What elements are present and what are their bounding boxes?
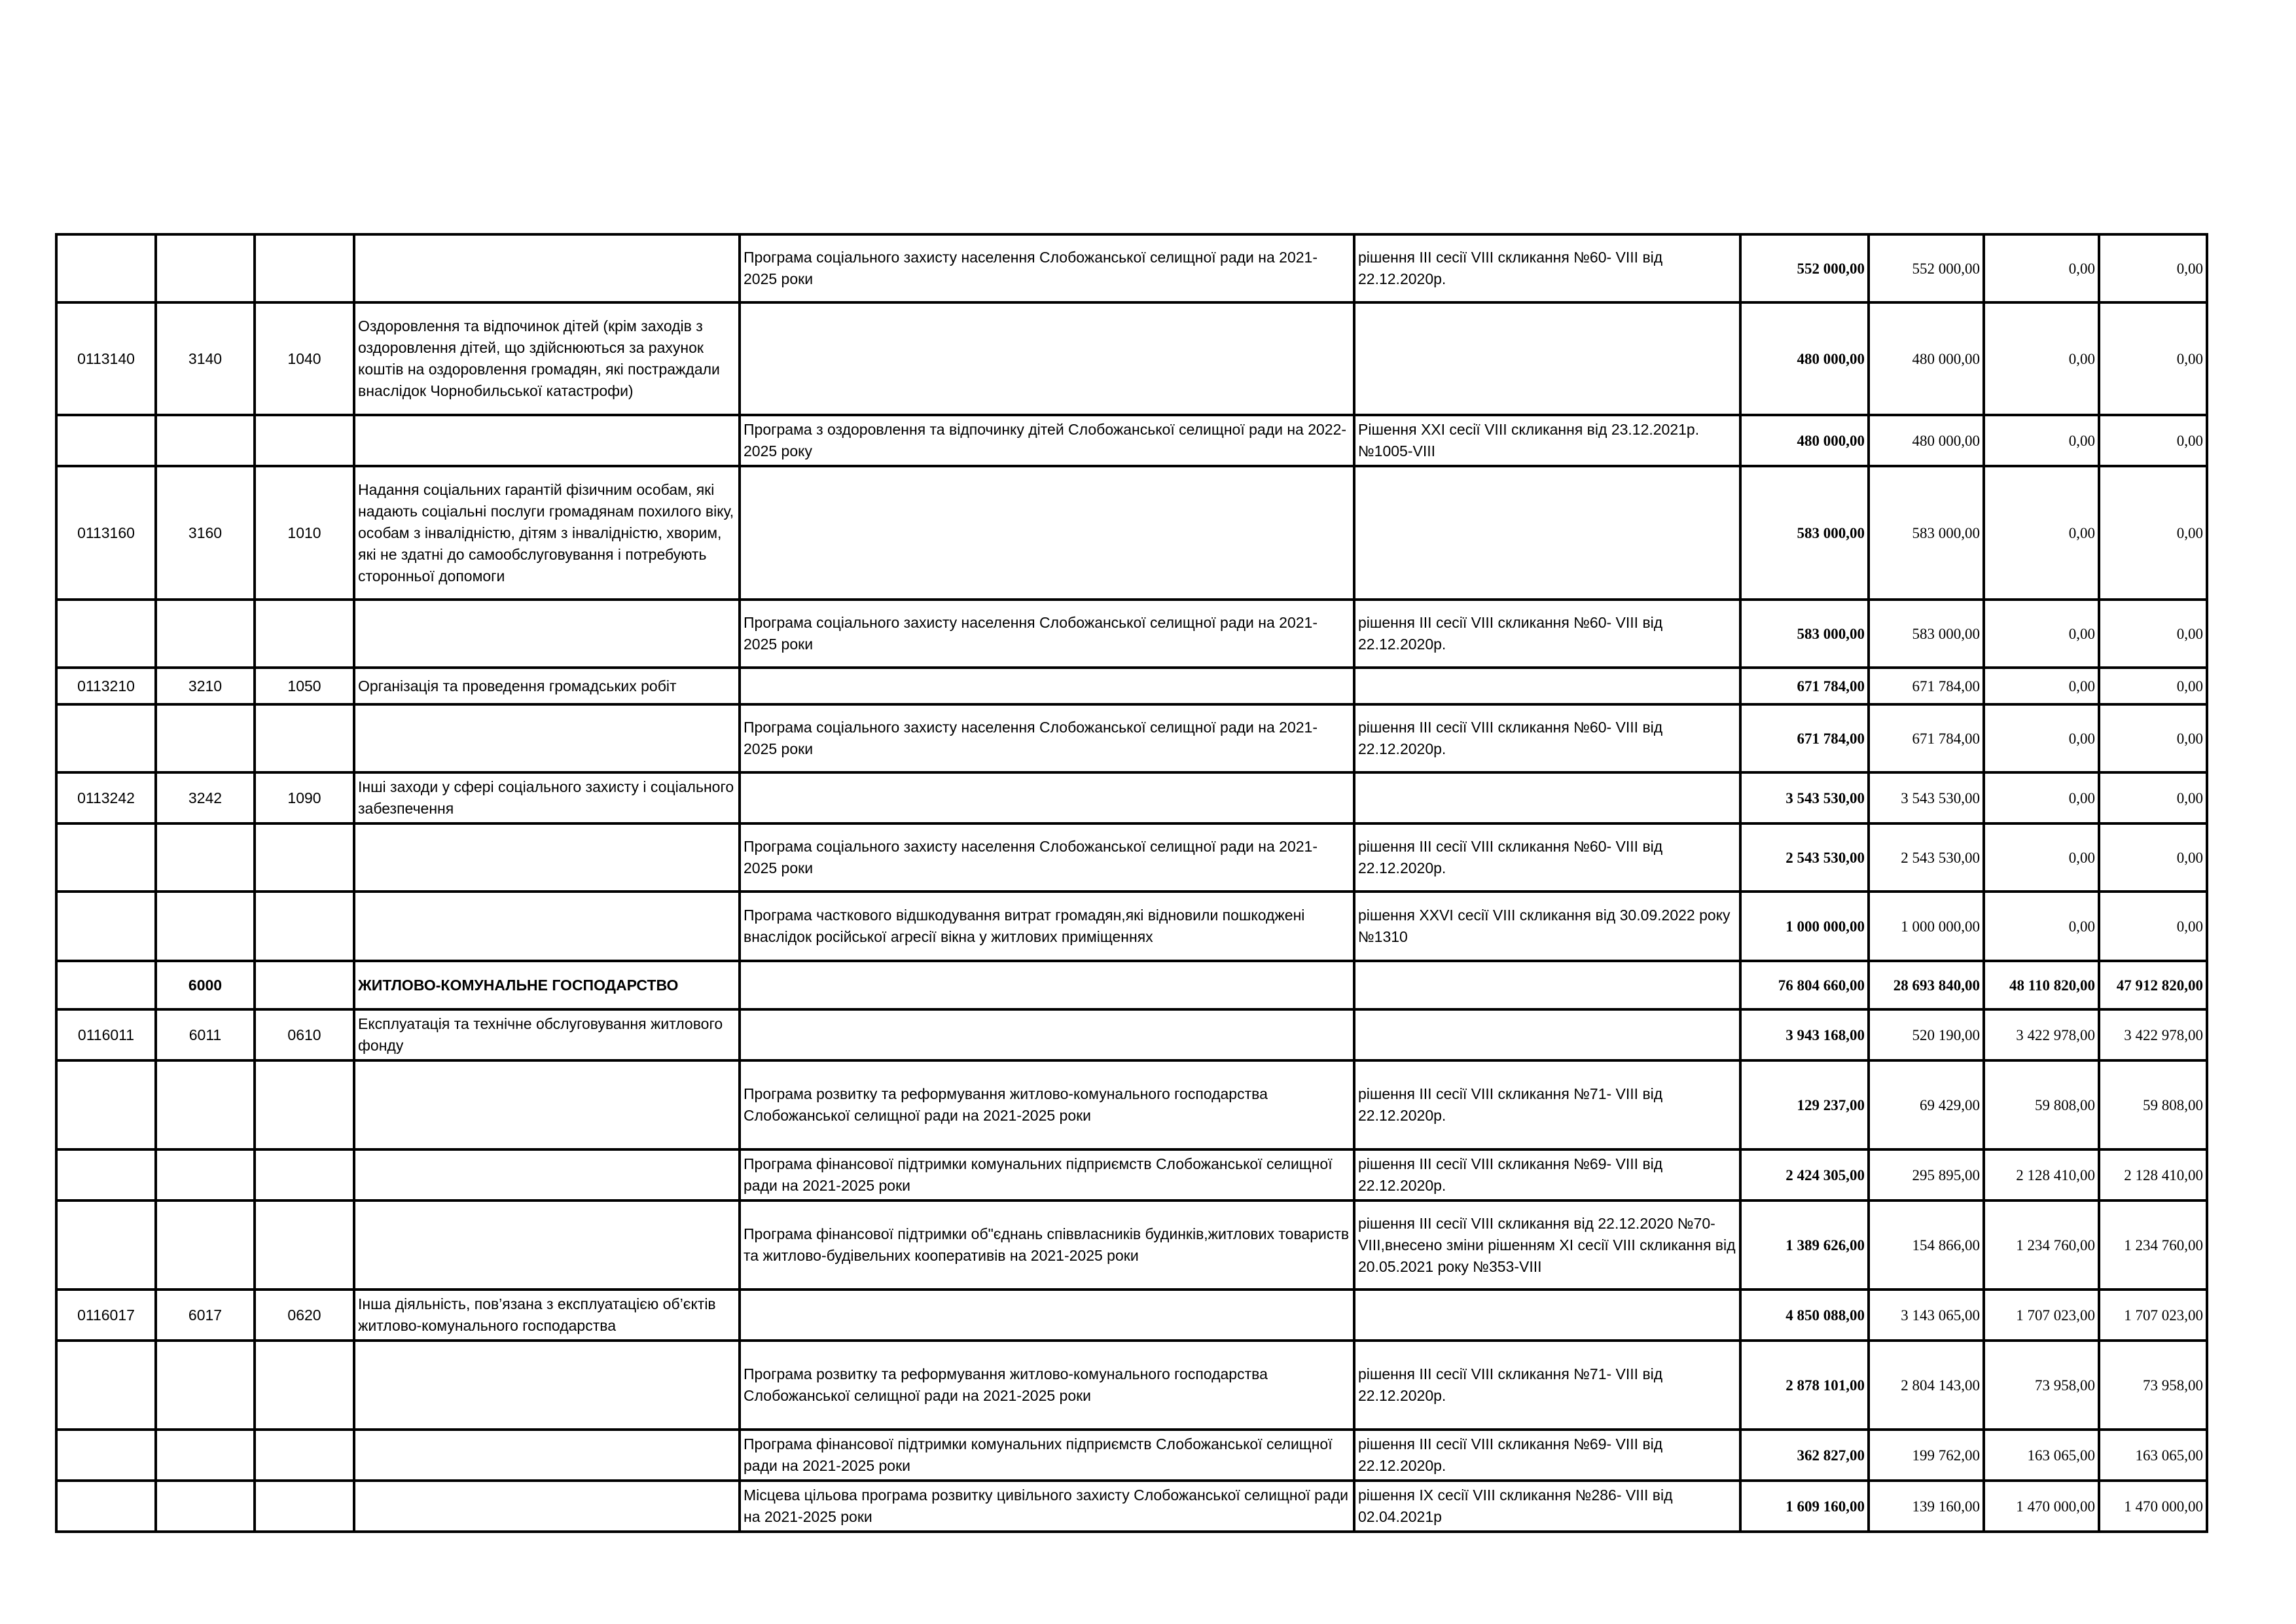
decision-cell: рішення ІІІ сесії VIII скликання №60- VIII від 22.12.2020р. bbox=[1354, 823, 1740, 892]
kpk-cell bbox=[156, 823, 255, 892]
general-fund-cell: 69 429,00 bbox=[1869, 1060, 1984, 1149]
kfk-cell: 1050 bbox=[255, 668, 354, 704]
development-budget-cell: 59 808,00 bbox=[2099, 1060, 2207, 1149]
item-name-cell bbox=[354, 1060, 740, 1149]
kfk-cell bbox=[255, 704, 354, 772]
code-cell: 0113140 bbox=[56, 302, 156, 415]
special-fund-cell: 0,00 bbox=[1984, 668, 2099, 704]
item-name-cell bbox=[354, 892, 740, 961]
development-budget-cell: 1 707 023,00 bbox=[2099, 1290, 2207, 1341]
program-row bbox=[56, 704, 2207, 772]
decision-cell: Рішення XXI сесії VIII скликання від 23.12.2021р. №1005-VIII bbox=[1354, 415, 1740, 466]
kpk-cell bbox=[156, 1481, 255, 1532]
development-budget-cell: 0,00 bbox=[2099, 302, 2207, 415]
code-cell bbox=[56, 600, 156, 668]
kpk-cell bbox=[156, 1430, 255, 1481]
general-fund-cell: 520 190,00 bbox=[1869, 1009, 1984, 1060]
code-cell bbox=[56, 823, 156, 892]
special-fund-cell: 163 065,00 bbox=[1984, 1430, 2099, 1481]
item-name-cell bbox=[354, 1200, 740, 1290]
kpk-cell: 6017 bbox=[156, 1290, 255, 1341]
special-fund-cell: 3 422 978,00 bbox=[1984, 1009, 2099, 1060]
section-row bbox=[56, 961, 2207, 1009]
total-cell: 1 389 626,00 bbox=[1740, 1200, 1869, 1290]
decision-cell: рішення ІІІ сесії VIII скликання від 22.12.2020 №70-VIII,внесено зміни рішенням XI сесії VIII скликання від 20.05.2021 року №353-VIII bbox=[1354, 1200, 1740, 1290]
decision-cell bbox=[1354, 302, 1740, 415]
development-budget-cell: 0,00 bbox=[2099, 892, 2207, 961]
item-name-cell bbox=[354, 823, 740, 892]
item-name-cell: Експлуатація та технічне обслуговування житлового фонду bbox=[354, 1009, 740, 1060]
total-cell: 583 000,00 bbox=[1740, 466, 1869, 600]
kfk-cell bbox=[255, 961, 354, 1009]
program-row bbox=[56, 1149, 2207, 1200]
kpk-cell bbox=[156, 415, 255, 466]
general-fund-cell: 28 693 840,00 bbox=[1869, 961, 1984, 1009]
decision-cell bbox=[1354, 772, 1740, 823]
code-cell: 0116011 bbox=[56, 1009, 156, 1060]
special-fund-cell: 0,00 bbox=[1984, 823, 2099, 892]
program-cell bbox=[740, 668, 1354, 704]
total-cell: 583 000,00 bbox=[1740, 600, 1869, 668]
program-row bbox=[56, 600, 2207, 668]
program-row bbox=[56, 1200, 2207, 1290]
program-row bbox=[56, 1060, 2207, 1149]
item-name-cell bbox=[354, 1341, 740, 1430]
kfk-cell bbox=[255, 1149, 354, 1200]
program-row bbox=[56, 1341, 2207, 1430]
special-fund-cell: 0,00 bbox=[1984, 234, 2099, 302]
decision-cell: рішення ІІІ сесії VIII скликання №69- VIII від 22.12.2020р. bbox=[1354, 1149, 1740, 1200]
budget-item-row bbox=[56, 772, 2207, 823]
budget-item-row bbox=[56, 466, 2207, 600]
special-fund-cell: 0,00 bbox=[1984, 600, 2099, 668]
code-cell bbox=[56, 892, 156, 961]
kpk-cell bbox=[156, 234, 255, 302]
code-cell: 0113242 bbox=[56, 772, 156, 823]
code-cell bbox=[56, 415, 156, 466]
development-budget-cell: 0,00 bbox=[2099, 415, 2207, 466]
total-cell: 362 827,00 bbox=[1740, 1430, 1869, 1481]
kfk-cell: 1090 bbox=[255, 772, 354, 823]
budget-item-row bbox=[56, 302, 2207, 415]
item-name-cell bbox=[354, 1481, 740, 1532]
kfk-cell bbox=[255, 1430, 354, 1481]
program-cell: Програма фінансової підтримки комунальних підприємств Слобожанської селищної ради на 2021-2025 роки bbox=[740, 1430, 1354, 1481]
development-budget-cell: 73 958,00 bbox=[2099, 1341, 2207, 1430]
development-budget-cell: 0,00 bbox=[2099, 466, 2207, 600]
program-cell: Програма розвитку та реформування житлово-комунального господарства Слобожанської селищної ради на 2021-2025 роки bbox=[740, 1060, 1354, 1149]
kpk-cell bbox=[156, 1200, 255, 1290]
general-fund-cell: 154 866,00 bbox=[1869, 1200, 1984, 1290]
general-fund-cell: 671 784,00 bbox=[1869, 704, 1984, 772]
decision-cell: рішення ІІІ сесії VIII скликання №60- VIII від 22.12.2020р. bbox=[1354, 704, 1740, 772]
program-cell: Місцева цільова програма розвитку цивільного захисту Слобожанської селищної ради на 2021-2025 роки bbox=[740, 1481, 1354, 1532]
code-cell bbox=[56, 1341, 156, 1430]
kpk-cell bbox=[156, 892, 255, 961]
kpk-cell: 3160 bbox=[156, 466, 255, 600]
general-fund-cell: 671 784,00 bbox=[1869, 668, 1984, 704]
program-cell bbox=[740, 466, 1354, 600]
code-cell bbox=[56, 704, 156, 772]
item-name-cell bbox=[354, 1149, 740, 1200]
special-fund-cell: 0,00 bbox=[1984, 466, 2099, 600]
code-cell: 0113160 bbox=[56, 466, 156, 600]
kpk-cell bbox=[156, 1149, 255, 1200]
development-budget-cell: 0,00 bbox=[2099, 823, 2207, 892]
item-name-cell bbox=[354, 704, 740, 772]
kpk-cell: 6011 bbox=[156, 1009, 255, 1060]
kfk-cell: 1010 bbox=[255, 466, 354, 600]
total-cell: 480 000,00 bbox=[1740, 415, 1869, 466]
kpk-cell: 6000 bbox=[156, 961, 255, 1009]
code-cell bbox=[56, 1060, 156, 1149]
program-row bbox=[56, 234, 2207, 302]
general-fund-cell: 139 160,00 bbox=[1869, 1481, 1984, 1532]
program-cell: Програма розвитку та реформування житлово-комунального господарства Слобожанської селищної ради на 2021-2025 роки bbox=[740, 1341, 1354, 1430]
program-cell: Програма соціального захисту населення Слобожанської селищної ради на 2021-2025 роки bbox=[740, 704, 1354, 772]
total-cell: 129 237,00 bbox=[1740, 1060, 1869, 1149]
program-cell bbox=[740, 1290, 1354, 1341]
item-name-cell bbox=[354, 415, 740, 466]
general-fund-cell: 3 143 065,00 bbox=[1869, 1290, 1984, 1341]
special-fund-cell: 48 110 820,00 bbox=[1984, 961, 2099, 1009]
budget-table bbox=[55, 233, 2208, 1533]
program-cell: Програма соціального захисту населення Слобожанської селищної ради на 2021-2025 роки bbox=[740, 600, 1354, 668]
development-budget-cell: 47 912 820,00 bbox=[2099, 961, 2207, 1009]
program-cell bbox=[740, 961, 1354, 1009]
program-row bbox=[56, 1481, 2207, 1532]
kpk-cell bbox=[156, 1341, 255, 1430]
total-cell: 1 000 000,00 bbox=[1740, 892, 1869, 961]
program-cell: Програма з оздоровлення та відпочинку дітей Слобожанської селищної ради на 2022-2025 року bbox=[740, 415, 1354, 466]
budget-item-row bbox=[56, 668, 2207, 704]
code-cell bbox=[56, 1149, 156, 1200]
item-name-cell: Інші заходи у сфері соціального захисту і соціального забезпечення bbox=[354, 772, 740, 823]
decision-cell bbox=[1354, 1009, 1740, 1060]
kpk-cell bbox=[156, 600, 255, 668]
total-cell: 1 609 160,00 bbox=[1740, 1481, 1869, 1532]
decision-cell: рішення ІІІ сесії VIII скликання №60- VIII від 22.12.2020р. bbox=[1354, 234, 1740, 302]
total-cell: 2 543 530,00 bbox=[1740, 823, 1869, 892]
program-cell: Програма соціального захисту населення Слобожанської селищної ради на 2021-2025 роки bbox=[740, 234, 1354, 302]
table-body bbox=[56, 234, 2207, 1532]
item-name-cell: Інша діяльність, пов’язана з експлуатацією об’єктів житлово-комунального господарства bbox=[354, 1290, 740, 1341]
decision-cell bbox=[1354, 668, 1740, 704]
decision-cell: рішення ІІІ сесії VIII скликання №60- VIII від 22.12.2020р. bbox=[1354, 600, 1740, 668]
program-cell: Програма часткового відшкодування витрат громадян,які відновили пошкоджені внаслідок російської агресії вікна у житлових приміщеннях bbox=[740, 892, 1354, 961]
kfk-cell: 0620 bbox=[255, 1290, 354, 1341]
special-fund-cell: 1 470 000,00 bbox=[1984, 1481, 2099, 1532]
development-budget-cell: 0,00 bbox=[2099, 234, 2207, 302]
total-cell: 552 000,00 bbox=[1740, 234, 1869, 302]
item-name-cell: Організація та проведення громадських робіт bbox=[354, 668, 740, 704]
total-cell: 671 784,00 bbox=[1740, 668, 1869, 704]
development-budget-cell: 0,00 bbox=[2099, 668, 2207, 704]
budget-item-row bbox=[56, 1009, 2207, 1060]
program-cell: Програма фінансової підтримки комунальних підприємств Слобожанської селищної ради на 2021-2025 роки bbox=[740, 1149, 1354, 1200]
kfk-cell bbox=[255, 892, 354, 961]
program-row bbox=[56, 823, 2207, 892]
total-cell: 480 000,00 bbox=[1740, 302, 1869, 415]
kfk-cell bbox=[255, 234, 354, 302]
total-cell: 671 784,00 bbox=[1740, 704, 1869, 772]
special-fund-cell: 0,00 bbox=[1984, 704, 2099, 772]
program-cell bbox=[740, 1009, 1354, 1060]
program-row bbox=[56, 892, 2207, 961]
decision-cell bbox=[1354, 961, 1740, 1009]
general-fund-cell: 199 762,00 bbox=[1869, 1430, 1984, 1481]
kfk-cell bbox=[255, 1481, 354, 1532]
general-fund-cell: 2 804 143,00 bbox=[1869, 1341, 1984, 1430]
code-cell bbox=[56, 961, 156, 1009]
special-fund-cell: 2 128 410,00 bbox=[1984, 1149, 2099, 1200]
special-fund-cell: 0,00 bbox=[1984, 415, 2099, 466]
kfk-cell bbox=[255, 823, 354, 892]
code-cell: 0113210 bbox=[56, 668, 156, 704]
development-budget-cell: 0,00 bbox=[2099, 600, 2207, 668]
special-fund-cell: 59 808,00 bbox=[1984, 1060, 2099, 1149]
total-cell: 4 850 088,00 bbox=[1740, 1290, 1869, 1341]
total-cell: 76 804 660,00 bbox=[1740, 961, 1869, 1009]
special-fund-cell: 1 234 760,00 bbox=[1984, 1200, 2099, 1290]
development-budget-cell: 1 234 760,00 bbox=[2099, 1200, 2207, 1290]
item-name-cell bbox=[354, 234, 740, 302]
general-fund-cell: 480 000,00 bbox=[1869, 415, 1984, 466]
development-budget-cell: 3 422 978,00 bbox=[2099, 1009, 2207, 1060]
decision-cell bbox=[1354, 466, 1740, 600]
general-fund-cell: 295 895,00 bbox=[1869, 1149, 1984, 1200]
decision-cell: рішення ІХ сесії VIII скликання №286- VIII від 02.04.2021р bbox=[1354, 1481, 1740, 1532]
decision-cell: рішення ІІІ сесії VIII скликання №71- VIII від 22.12.2020р. bbox=[1354, 1341, 1740, 1430]
general-fund-cell: 2 543 530,00 bbox=[1869, 823, 1984, 892]
special-fund-cell: 0,00 bbox=[1984, 772, 2099, 823]
item-name-cell: ЖИТЛОВО-КОМУНАЛЬНЕ ГОСПОДАРСТВО bbox=[354, 961, 740, 1009]
development-budget-cell: 163 065,00 bbox=[2099, 1430, 2207, 1481]
general-fund-cell: 583 000,00 bbox=[1869, 600, 1984, 668]
general-fund-cell: 552 000,00 bbox=[1869, 234, 1984, 302]
kpk-cell bbox=[156, 1060, 255, 1149]
item-name-cell bbox=[354, 600, 740, 668]
kpk-cell: 3210 bbox=[156, 668, 255, 704]
program-row bbox=[56, 415, 2207, 466]
total-cell: 2 878 101,00 bbox=[1740, 1341, 1869, 1430]
special-fund-cell: 0,00 bbox=[1984, 302, 2099, 415]
kfk-cell: 1040 bbox=[255, 302, 354, 415]
code-cell bbox=[56, 1430, 156, 1481]
program-cell: Програма соціального захисту населення Слобожанської селищної ради на 2021-2025 роки bbox=[740, 823, 1354, 892]
budget-item-row bbox=[56, 1290, 2207, 1341]
program-cell: Програма фінансової підтримки об"єднань співвласників будинків,житлових товариств та житлово-будівельних кооперативів на 2021-2025 роки bbox=[740, 1200, 1354, 1290]
item-name-cell bbox=[354, 1430, 740, 1481]
total-cell: 2 424 305,00 bbox=[1740, 1149, 1869, 1200]
special-fund-cell: 73 958,00 bbox=[1984, 1341, 2099, 1430]
code-cell bbox=[56, 1481, 156, 1532]
item-name-cell: Надання соціальних гарантій фізичним особам, які надають соціальні послуги громадянам похилого віку, особам з інвалідністю, дітям з інвалідністю, хворим, які не здатні до самообслуговування і потребують сторонньої допомоги bbox=[354, 466, 740, 600]
special-fund-cell: 1 707 023,00 bbox=[1984, 1290, 2099, 1341]
program-cell bbox=[740, 302, 1354, 415]
kpk-cell: 3140 bbox=[156, 302, 255, 415]
kpk-cell: 3242 bbox=[156, 772, 255, 823]
code-cell bbox=[56, 1200, 156, 1290]
program-row bbox=[56, 1430, 2207, 1481]
kfk-cell bbox=[255, 1341, 354, 1430]
kfk-cell bbox=[255, 1060, 354, 1149]
program-cell bbox=[740, 772, 1354, 823]
decision-cell: рішення XXVI сесії VIII скликання від 30.09.2022 року №1310 bbox=[1354, 892, 1740, 961]
item-name-cell: Оздоровлення та відпочинок дітей (крім заходів з оздоровлення дітей, що здійснюються за рахунок коштів на оздоровлення громадян, які постраждали внаслідок Чорнобильської катастрофи) bbox=[354, 302, 740, 415]
development-budget-cell: 2 128 410,00 bbox=[2099, 1149, 2207, 1200]
kfk-cell bbox=[255, 600, 354, 668]
development-budget-cell: 0,00 bbox=[2099, 772, 2207, 823]
code-cell bbox=[56, 234, 156, 302]
general-fund-cell: 583 000,00 bbox=[1869, 466, 1984, 600]
kfk-cell bbox=[255, 1200, 354, 1290]
kpk-cell bbox=[156, 704, 255, 772]
general-fund-cell: 1 000 000,00 bbox=[1869, 892, 1984, 961]
total-cell: 3 943 168,00 bbox=[1740, 1009, 1869, 1060]
special-fund-cell: 0,00 bbox=[1984, 892, 2099, 961]
kfk-cell: 0610 bbox=[255, 1009, 354, 1060]
total-cell: 3 543 530,00 bbox=[1740, 772, 1869, 823]
development-budget-cell: 1 470 000,00 bbox=[2099, 1481, 2207, 1532]
kfk-cell bbox=[255, 415, 354, 466]
development-budget-cell: 0,00 bbox=[2099, 704, 2207, 772]
general-fund-cell: 3 543 530,00 bbox=[1869, 772, 1984, 823]
code-cell: 0116017 bbox=[56, 1290, 156, 1341]
decision-cell bbox=[1354, 1290, 1740, 1341]
decision-cell: рішення ІІІ сесії VIII скликання №71- VIII від 22.12.2020р. bbox=[1354, 1060, 1740, 1149]
decision-cell: рішення ІІІ сесії VIII скликання №69- VIII від 22.12.2020р. bbox=[1354, 1430, 1740, 1481]
general-fund-cell: 480 000,00 bbox=[1869, 302, 1984, 415]
